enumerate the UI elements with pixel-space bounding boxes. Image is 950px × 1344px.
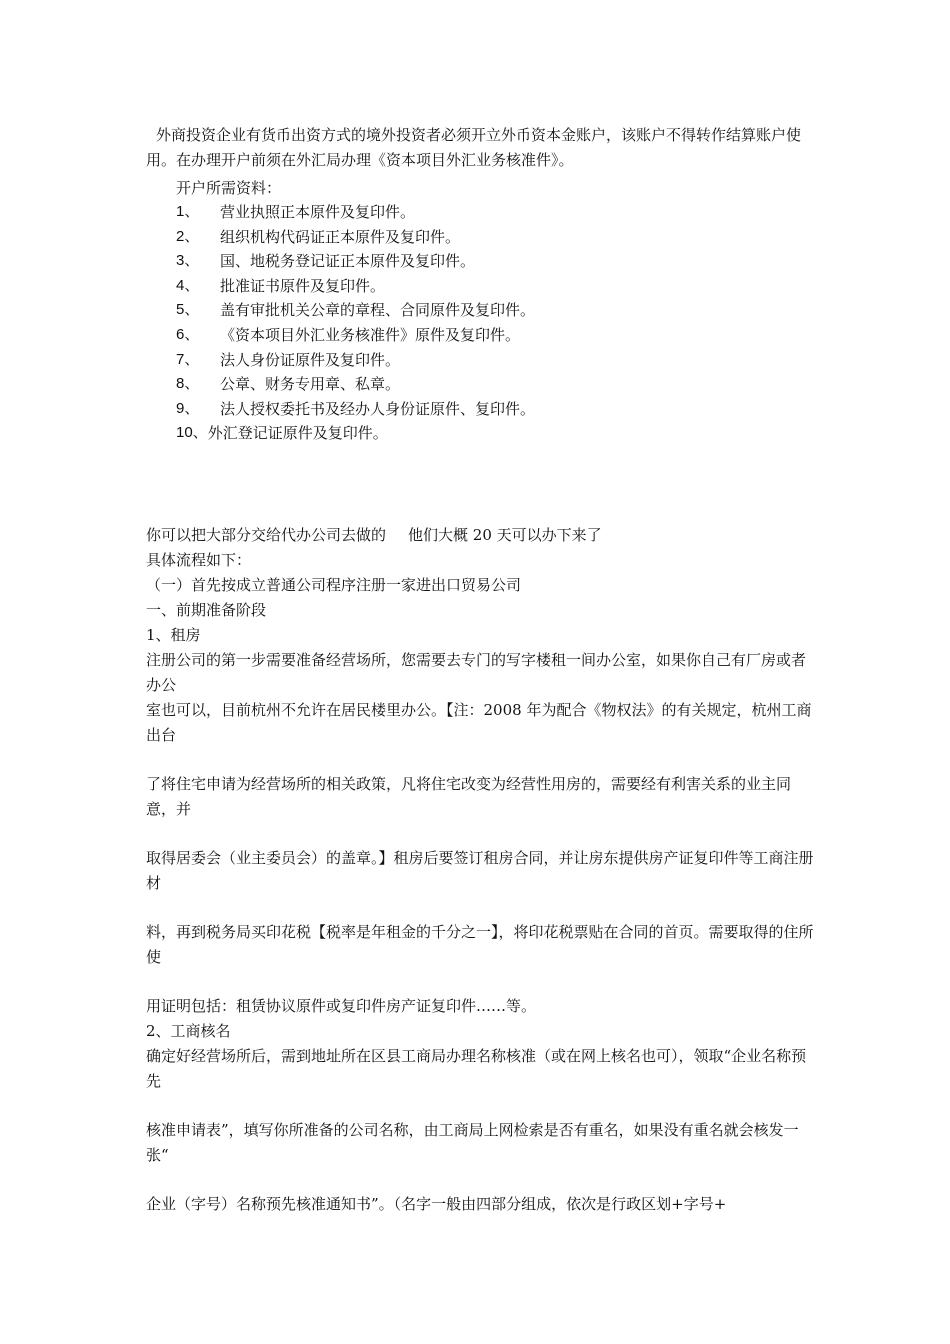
item-text: 法人授权委托书及经办人身份证原件、复印件。 bbox=[220, 399, 536, 418]
list-item bbox=[176, 348, 535, 373]
requirements-list bbox=[176, 200, 535, 446]
agency-note bbox=[146, 523, 818, 548]
list-item bbox=[176, 249, 535, 274]
item-number: 1、 bbox=[176, 203, 200, 220]
item-text: 国、地税务登记证正本原件及复印件。 bbox=[220, 252, 476, 271]
item-text: 营业执照正本原件及复印件。 bbox=[220, 203, 416, 221]
process-section bbox=[146, 523, 818, 1217]
rent-paragraph-1: 注册公司的第一步需要准备经营场所，您需要去专门的写字楼租一间办公室，如果你自己有厂房或者办公 bbox=[146, 651, 807, 694]
rent-paragraph-2: 室也可以，目前杭州不允许在居民楼里办公。【注：2008 年为配合《物权法》的有关规定，杭州工商出台 bbox=[146, 701, 812, 744]
process-heading: 具体流程如下： bbox=[146, 551, 252, 569]
list-item bbox=[176, 397, 535, 422]
item-number: 9、 bbox=[176, 399, 200, 417]
rent-paragraph-6: 用证明包括：租赁协议原件或复印件房产证复印件……等。 bbox=[146, 997, 537, 1015]
item-text: 盖有审批机关公章的章程、合同原件及复印件。 bbox=[220, 301, 536, 320]
list-item bbox=[176, 200, 535, 225]
item-text: 组织机构代码证正本原件及复印件。 bbox=[220, 227, 461, 246]
item-number: 8、 bbox=[176, 375, 200, 393]
intro-paragraph: 外商投资企业有货币出资方式的境外投资者必须开立外币资本金账户，该账户不得转作结算账户使用。在办理开户前须在外汇局办理《资本项目外汇业务核准件》。 bbox=[146, 126, 802, 169]
list-item bbox=[176, 372, 535, 397]
agency-note-part2: 他们大概 20 天可以办下来了 bbox=[408, 526, 602, 544]
list-item bbox=[176, 421, 535, 446]
requirements-title: 开户所需资料： bbox=[176, 179, 282, 197]
sub-heading-name-check: 2、工商核名 bbox=[146, 1022, 231, 1040]
name-check-paragraph-1: 确定好经营场所后，需到地址所在区县工商局办理名称核准（或在网上核名也可），领取“企业名称预先 bbox=[146, 1047, 807, 1090]
item-number: 4、 bbox=[176, 276, 200, 294]
item-number: 6、 bbox=[176, 325, 200, 343]
agency-note-part1: 你可以把大部分交给代办公司去做的 bbox=[146, 526, 387, 544]
rent-paragraph-4: 取得居委会（业主委员会）的盖章。】租房后要签订租房合同，并让房东提供房产证复印件等工商注册材 bbox=[146, 849, 814, 892]
name-check-paragraph-3: 企业（字号）名称预先核准通知书”。（名字一般由四部分组成，依次是行政区划+字号+ bbox=[146, 1195, 727, 1213]
item-number: 10、 bbox=[176, 424, 208, 442]
item-text: 公章、财务专用章、私章。 bbox=[220, 375, 401, 394]
sub-heading-rent: 1、租房 bbox=[146, 626, 201, 644]
stage-heading: 一、前期准备阶段 bbox=[146, 601, 267, 619]
list-item bbox=[176, 298, 535, 323]
item-text: 《资本项目外汇业务核准件》原件及复印件。 bbox=[220, 325, 521, 344]
item-number: 2、 bbox=[176, 227, 200, 245]
item-text: 批准证书原件及复印件。 bbox=[220, 276, 386, 295]
name-check-paragraph-2: 核准申请表”，填写你所准备的公司名称，由工商局上网检索是否有重名，如果没有重名就会核发一张“ bbox=[146, 1121, 799, 1164]
item-number: 7、 bbox=[176, 350, 200, 368]
rent-paragraph-3: 了将住宅申请为经营场所的相关政策，凡将住宅改变为经营性用房的，需要经有利害关系的业主同意，并 bbox=[146, 775, 792, 818]
item-text: 法人身份证原件及复印件。 bbox=[220, 350, 401, 369]
list-item bbox=[176, 274, 535, 299]
list-item bbox=[176, 225, 535, 250]
item-number: 3、 bbox=[176, 252, 200, 270]
step-one-heading: （一）首先按成立普通公司程序注册一家进出口贸易公司 bbox=[146, 576, 522, 594]
item-text: 外汇登记证原件及复印件。 bbox=[207, 424, 388, 443]
item-number: 5、 bbox=[176, 301, 200, 319]
list-item bbox=[176, 323, 535, 348]
rent-paragraph-5: 料，再到税务局买印花税【税率是年租金的千分之一】，将印花税票贴在合同的首页。需要取得的住所使 bbox=[146, 923, 814, 966]
